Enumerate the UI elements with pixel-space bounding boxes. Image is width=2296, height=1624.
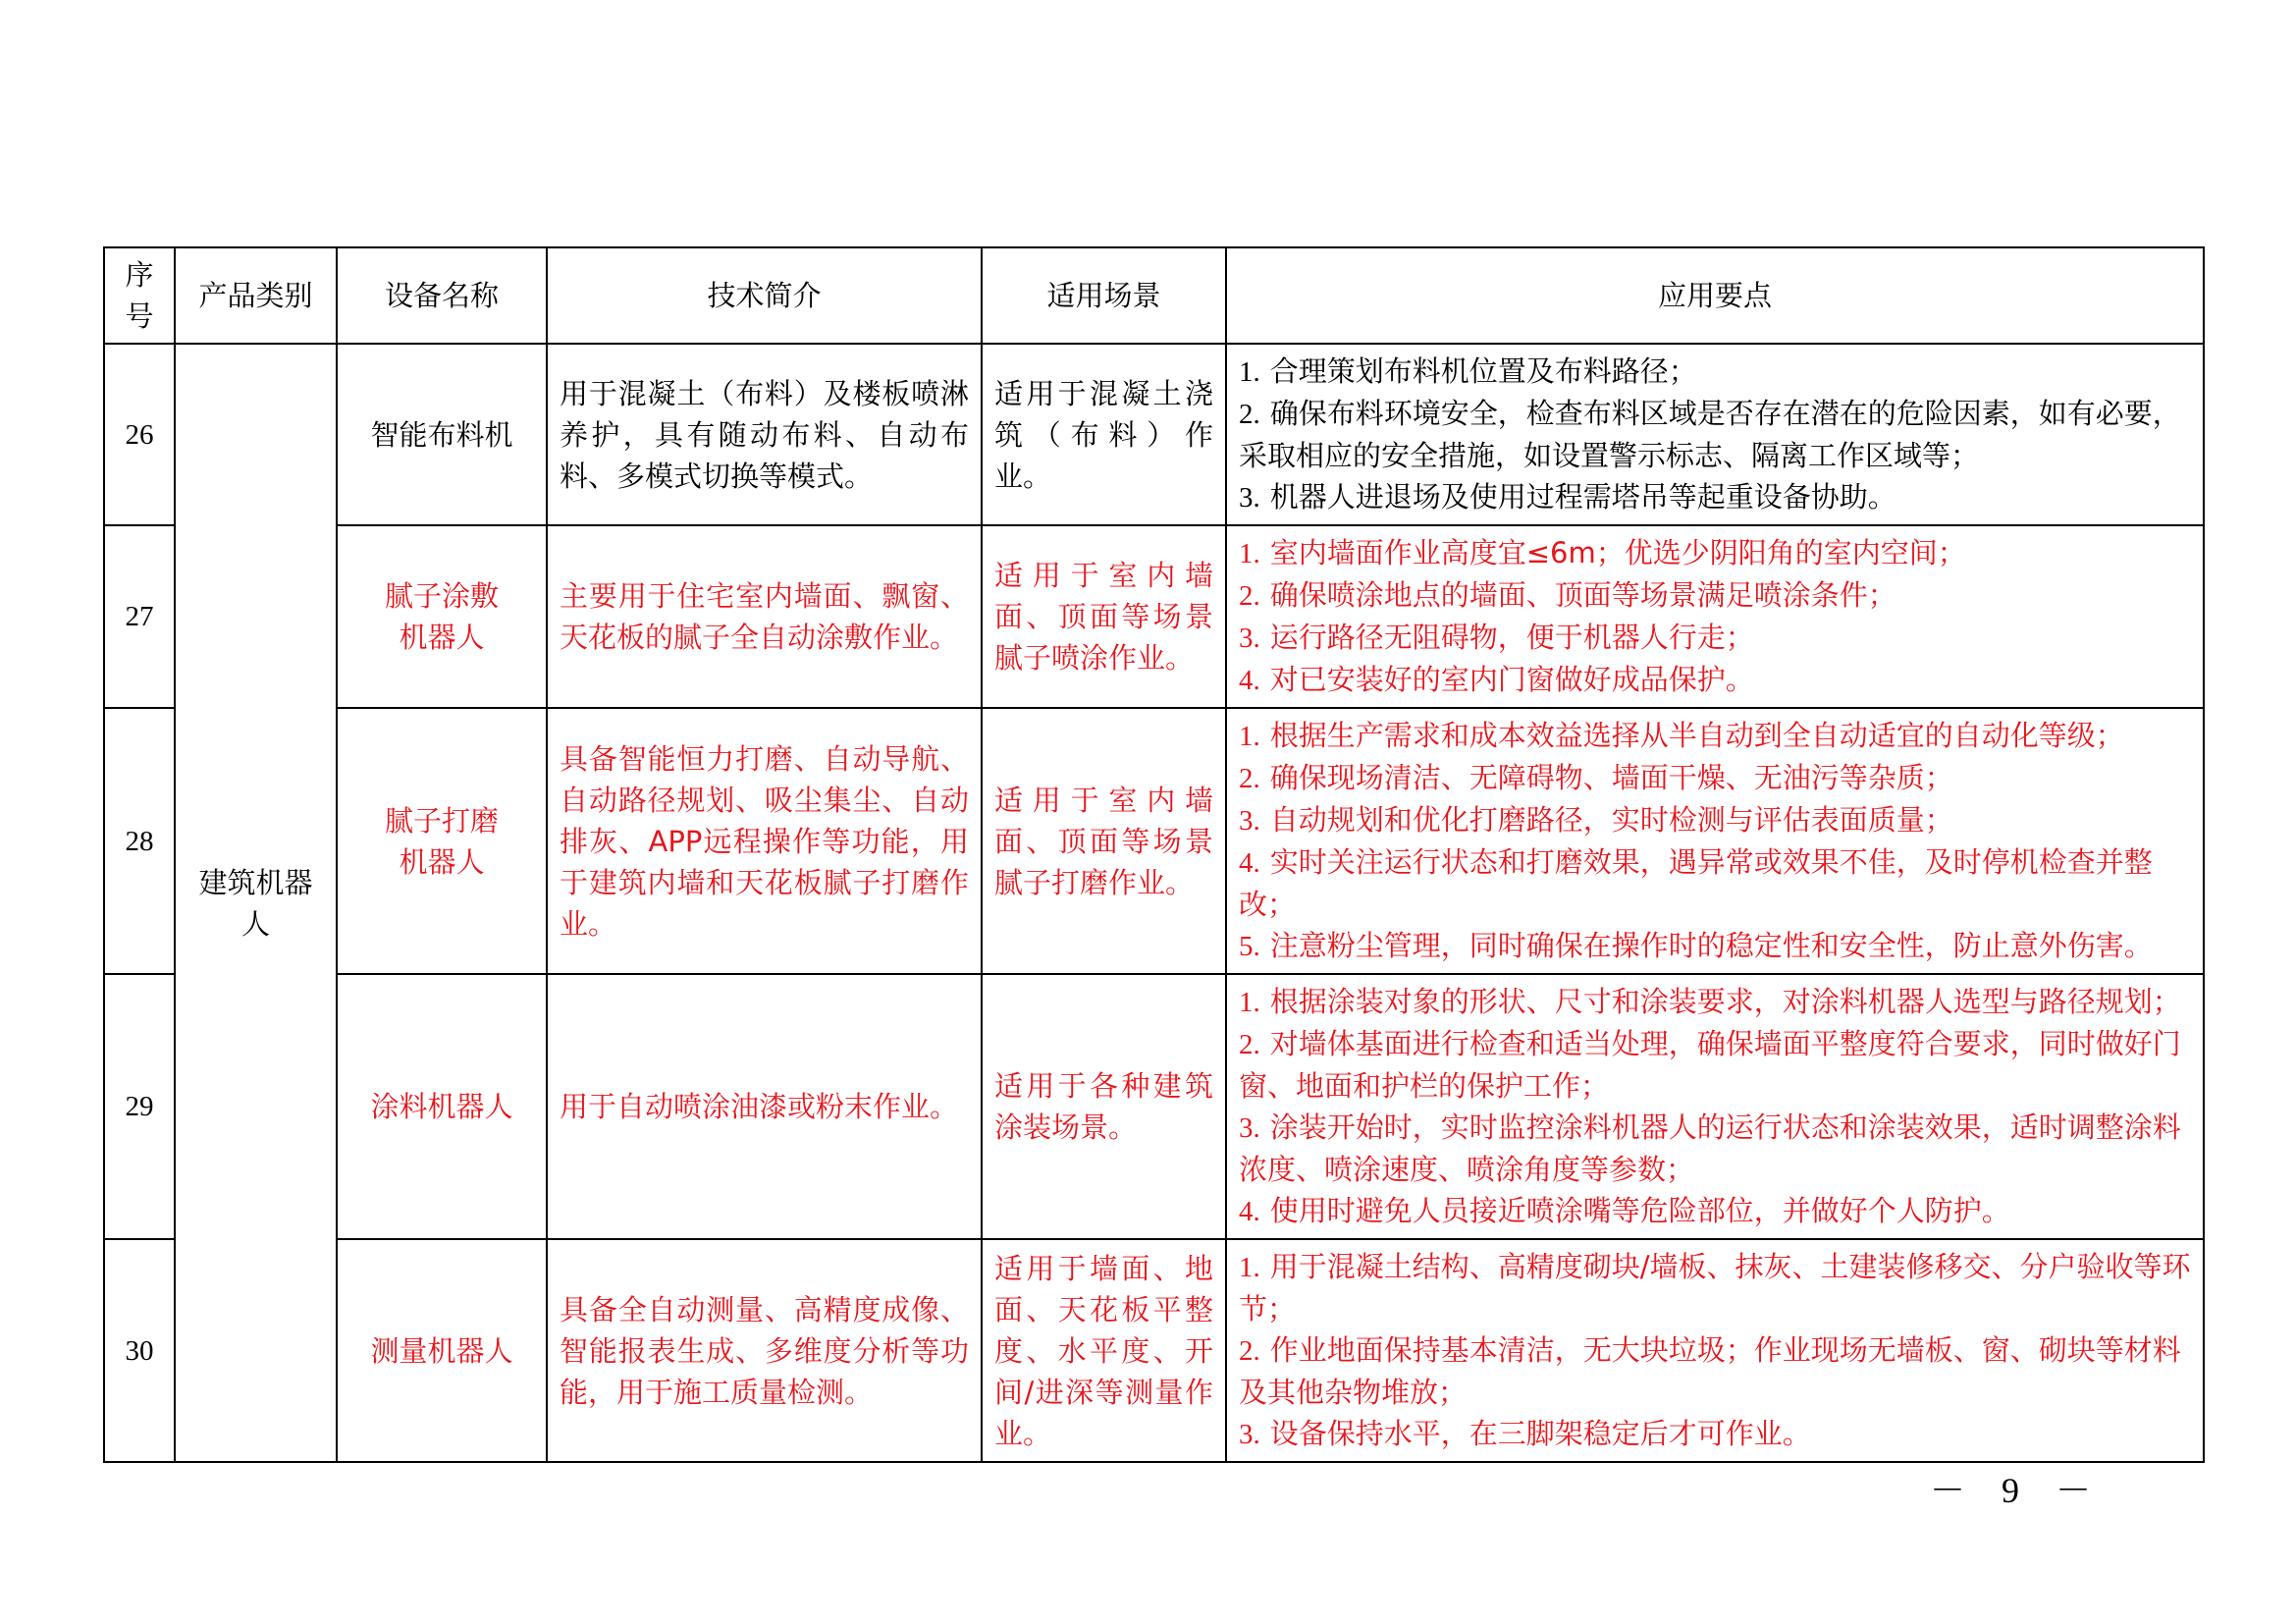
tech-intro: 用于混凝土（布料）及楼板喷淋养护，具有随动布料、自动布料、多模式切换等模式。 xyxy=(547,344,982,525)
tech-intro: 具备智能恒力打磨、自动导航、自动路径规划、吸尘集尘、自动排灰、APP远程操作等功能，用于建筑内墙和天花板腻子打磨作业。 xyxy=(547,708,982,974)
header-device: 设备名称 xyxy=(337,247,547,344)
point-item: 5. 注意粉尘管理，同时确保在操作时的稳定性和安全性，防止意外伤害。 xyxy=(1239,929,2153,962)
key-points xyxy=(1226,344,2204,525)
row-no: 29 xyxy=(104,974,175,1239)
point-item: 2. 作业地面保持基本清洁，无大块垃圾；作业现场无墙板、窗、砌块等材料及其他杂物堆放； xyxy=(1239,1333,2181,1409)
scene: 适用于混凝土浇筑（布料）作业。 xyxy=(982,344,1226,525)
point-item: 1. 根据涂装对象的形状、尺寸和涂装要求，对涂料机器人选型与路径规划； xyxy=(1239,985,2181,1018)
point-item: 3. 机器人进退场及使用过程需塔吊等起重设备协助。 xyxy=(1239,480,1896,514)
row-no: 28 xyxy=(104,708,175,974)
header-scene: 适用场景 xyxy=(982,247,1226,344)
scene: 适用于室内墙面、顶面等场景腻子打磨作业。 xyxy=(982,708,1226,974)
point-item: 2. 确保喷涂地点的墙面、顶面等场景满足喷涂条件； xyxy=(1239,578,1896,612)
tech-intro: 具备全自动测量、高精度成像、智能报表生成、多维度分析等功能，用于施工质量检测。 xyxy=(547,1239,982,1462)
table-row xyxy=(104,344,2204,525)
table-header-row xyxy=(104,247,2204,344)
header-no: 序号 xyxy=(104,247,175,344)
device-name: 智能布料机 xyxy=(337,344,547,525)
header-intro: 技术简介 xyxy=(547,247,982,344)
point-item: 4. 使用时避免人员接近喷涂嘴等危险部位，并做好个人防护。 xyxy=(1239,1194,2010,1227)
point-item: 2. 对墙体基面进行检查和适当处理，确保墙面平整度符合要求，同时做好门窗、地面和护栏的保护工作； xyxy=(1239,1027,2181,1103)
key-points xyxy=(1226,974,2204,1239)
key-points xyxy=(1226,708,2204,974)
table-row xyxy=(104,525,2204,708)
tech-intro: 主要用于住宅室内墙面、飘窗、天花板的腻子全自动涂敷作业。 xyxy=(547,525,982,708)
header-points: 应用要点 xyxy=(1226,247,2204,344)
row-no: 27 xyxy=(104,525,175,708)
device-name: 腻子打磨机器人 xyxy=(337,708,547,974)
tech-intro: 用于自动喷涂油漆或粉末作业。 xyxy=(547,974,982,1239)
header-category: 产品类别 xyxy=(175,247,337,344)
robot-equipment-table xyxy=(103,246,2205,1463)
point-item: 3. 运行路径无阻碍物，便于机器人行走； xyxy=(1239,621,1754,654)
point-item: 3. 涂装开始时，实时监控涂料机器人的运行状态和涂装效果，适时调整涂料浓度、喷涂速度、喷涂角度等参数； xyxy=(1239,1110,2181,1186)
category-cell: 建筑机器人 xyxy=(175,344,337,1462)
page-number: － 9 － xyxy=(1929,1471,2105,1510)
table-row xyxy=(104,974,2204,1239)
point-item: 1. 根据生产需求和成本效益选择从半自动到全自动适宜的自动化等级； xyxy=(1239,719,2124,752)
point-item: 2. 确保布料环境安全，检查布料区域是否存在潜在的危险因素，如有必要，采取相应的安全措施，如设置警示标志、隔离工作区域等； xyxy=(1239,397,2181,472)
scene: 适用于墙面、地面、天花板平整度、水平度、开间/进深等测量作业。 xyxy=(982,1239,1226,1462)
device-name: 测量机器人 xyxy=(337,1239,547,1462)
row-no: 26 xyxy=(104,344,175,525)
table-row xyxy=(104,708,2204,974)
table-row xyxy=(104,1239,2204,1462)
device-name: 腻子涂敷机器人 xyxy=(337,525,547,708)
device-name: 涂料机器人 xyxy=(337,974,547,1239)
point-item: 1. 合理策划布料机位置及布料路径； xyxy=(1239,354,1697,388)
point-item: 3. 自动规划和优化打磨路径，实时检测与评估表面质量； xyxy=(1239,803,1953,837)
scene: 适用于各种建筑涂装场景。 xyxy=(982,974,1226,1239)
row-no: 30 xyxy=(104,1239,175,1462)
point-item: 1. 用于混凝土结构、高精度砌块/墙板、抹灰、土建装修移交、分户验收等环节； xyxy=(1239,1250,2191,1326)
point-item: 3. 设备保持水平，在三脚架稳定后才可作业。 xyxy=(1239,1417,1811,1450)
point-item: 2. 确保现场清洁、无障碍物、墙面干燥、无油污等杂质； xyxy=(1239,761,1953,794)
point-item: 4. 实时关注运行状态和打磨效果，遇异常或效果不佳，及时停机检查并整改； xyxy=(1239,845,2153,921)
key-points xyxy=(1226,1239,2204,1462)
key-points xyxy=(1226,525,2204,708)
point-item: 4. 对已安装好的室内门窗做好成品保护。 xyxy=(1239,663,1754,696)
scene: 适用于室内墙面、顶面等场景腻子喷涂作业。 xyxy=(982,525,1226,708)
point-item: 1. 室内墙面作业高度宜≤6m；优选少阴阳角的室内空间； xyxy=(1239,536,1966,569)
